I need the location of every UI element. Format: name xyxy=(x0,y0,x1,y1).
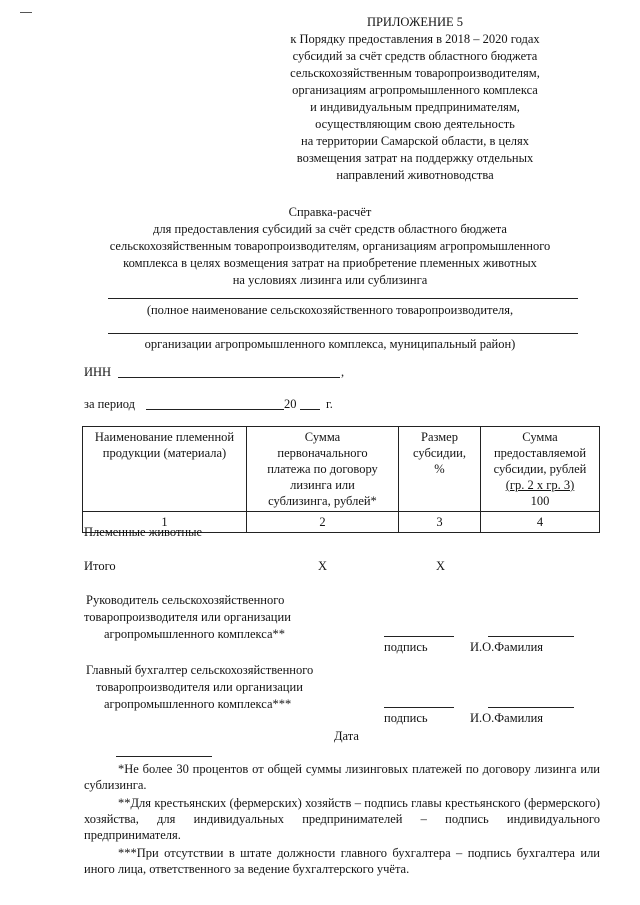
appendix-line: и индивидуальным предпринимателям, xyxy=(310,100,520,114)
head-line: Руководитель сельскохозяйственного xyxy=(86,593,285,607)
accountant-sign-caption: подпись xyxy=(384,711,428,725)
accountant-line: агропромышленного комплекса*** xyxy=(104,697,292,711)
header-line: Размер xyxy=(421,430,458,444)
header-cell-payment xyxy=(247,427,399,512)
calculation-table xyxy=(82,426,600,533)
footnote-2: **Для крестьянских (фермерских) хозяйств – подпись главы крестьянского (фермерского) хозяйства, для индивидуальных предпринимателей – подпись индивидуального предпринимателя. xyxy=(84,796,600,842)
document-heading xyxy=(60,204,600,289)
appendix-line: осуществляющим свою деятельность xyxy=(315,117,515,131)
head-line: агропромышленного комплекса** xyxy=(104,627,286,641)
heading-line: сельскохозяйственным товаропроизводителям, организациям агропромышленного xyxy=(109,239,551,253)
producer-caption: (полное наименование сельскохозяйственного товаропроизводителя, xyxy=(146,303,514,317)
header-cell-product xyxy=(83,427,247,512)
appendix-line: организациям агропромышленного комплекса xyxy=(292,83,538,97)
document-title: Справка-расчёт xyxy=(288,205,372,219)
column-number: 2 xyxy=(247,512,399,533)
formula-numerator: (гр. 2 х гр. 3) xyxy=(505,478,575,492)
organization-caption: организации агропромышленного комплекса, муниципальный район) xyxy=(144,337,516,351)
appendix-line: возмещения затрат на поддержку отдельных xyxy=(296,151,534,165)
head-name-line xyxy=(488,636,574,637)
period-year: 20 xyxy=(284,397,297,411)
inn-label: ИНН xyxy=(84,365,112,379)
footnote-separator xyxy=(116,756,212,757)
appendix-line: направлений животноводства xyxy=(336,168,494,182)
total-x-col3: Х xyxy=(436,559,446,573)
organization-line xyxy=(108,333,578,334)
period-label: за период xyxy=(84,397,136,411)
footnote-1: *Не более 30 процентов от общей суммы лизинговых платежей по договору лизинга или сублизинга. xyxy=(84,762,600,792)
period-year-line xyxy=(300,409,320,410)
header-line: предоставляемой xyxy=(493,446,587,460)
head-line: товаропроизводителя или организации xyxy=(84,610,291,624)
head-sign-caption: подпись xyxy=(384,640,428,654)
accountant-name-caption: И.О.Фамилия xyxy=(470,711,544,725)
accountant-name-line xyxy=(488,707,574,708)
header-line: Наименование племенной xyxy=(94,430,235,444)
appendix-title: ПРИЛОЖЕНИЕ 5 xyxy=(366,15,464,29)
appendix-block xyxy=(250,14,580,184)
appendix-line: на территории Самарской области, в целях xyxy=(301,134,529,148)
header-line: субсидии, xyxy=(413,446,466,460)
formula-denominator: 100 xyxy=(530,494,550,508)
table-header-row xyxy=(83,427,600,512)
appendix-line: сельскохозяйственным товаропроизводителям, xyxy=(290,66,540,80)
appendix-line: к Порядку предоставления в 2018 – 2020 годах xyxy=(290,32,540,46)
heading-line: на условиях лизинга или сублизинга xyxy=(232,273,428,287)
appendix-line: субсидий за счёт средств областного бюджета xyxy=(292,49,538,63)
header-cell-subsidy xyxy=(481,427,600,512)
header-line: лизинга или xyxy=(290,478,355,492)
accountant-signature-label xyxy=(84,662,313,713)
header-line: сублизинга, рублей* xyxy=(268,494,377,508)
accountant-line: Главный бухгалтер сельскохозяйственного xyxy=(86,663,314,677)
date-label: Дата xyxy=(334,729,359,743)
animals-row-label: Племенные животные xyxy=(84,525,203,539)
header-cell-rate xyxy=(399,427,481,512)
header-line: субсидии, рублей xyxy=(493,462,587,476)
head-signature-label xyxy=(84,592,291,643)
total-x-col2: Х xyxy=(318,559,328,573)
inn-line xyxy=(118,377,340,378)
header-line: Сумма xyxy=(522,430,558,444)
accountant-signature-line xyxy=(384,707,454,708)
header-line: Сумма xyxy=(304,430,341,444)
header-line: продукции (материала) xyxy=(102,446,227,460)
period-line xyxy=(146,409,284,410)
period-suffix: г. xyxy=(326,397,333,411)
header-line: платежа по договору xyxy=(267,462,378,476)
inn-comma: , xyxy=(341,365,345,379)
header-line: % xyxy=(434,462,445,476)
header-line: первоначального xyxy=(277,446,368,460)
column-number: 4 xyxy=(481,512,600,533)
total-row-label: Итого xyxy=(84,559,116,573)
producer-name-line xyxy=(108,298,578,299)
head-signature-line xyxy=(384,636,454,637)
footnote-3: ***При отсутствии в штате должности главного бухгалтера – подпись бухгалтера или иного лица, ответственного за ведение бухгалтерского учёта. xyxy=(84,846,600,876)
column-number: 3 xyxy=(399,512,481,533)
heading-line: для предоставления субсидий за счёт средств областного бюджета xyxy=(153,222,507,236)
column-number: 1 xyxy=(83,512,247,533)
page-dash-mark xyxy=(20,12,32,13)
accountant-line: товаропроизводителя или организации xyxy=(96,680,303,694)
heading-line: комплекса в целях возмещения затрат на приобретение племенных животных xyxy=(123,256,537,270)
head-name-caption: И.О.Фамилия xyxy=(470,640,544,654)
